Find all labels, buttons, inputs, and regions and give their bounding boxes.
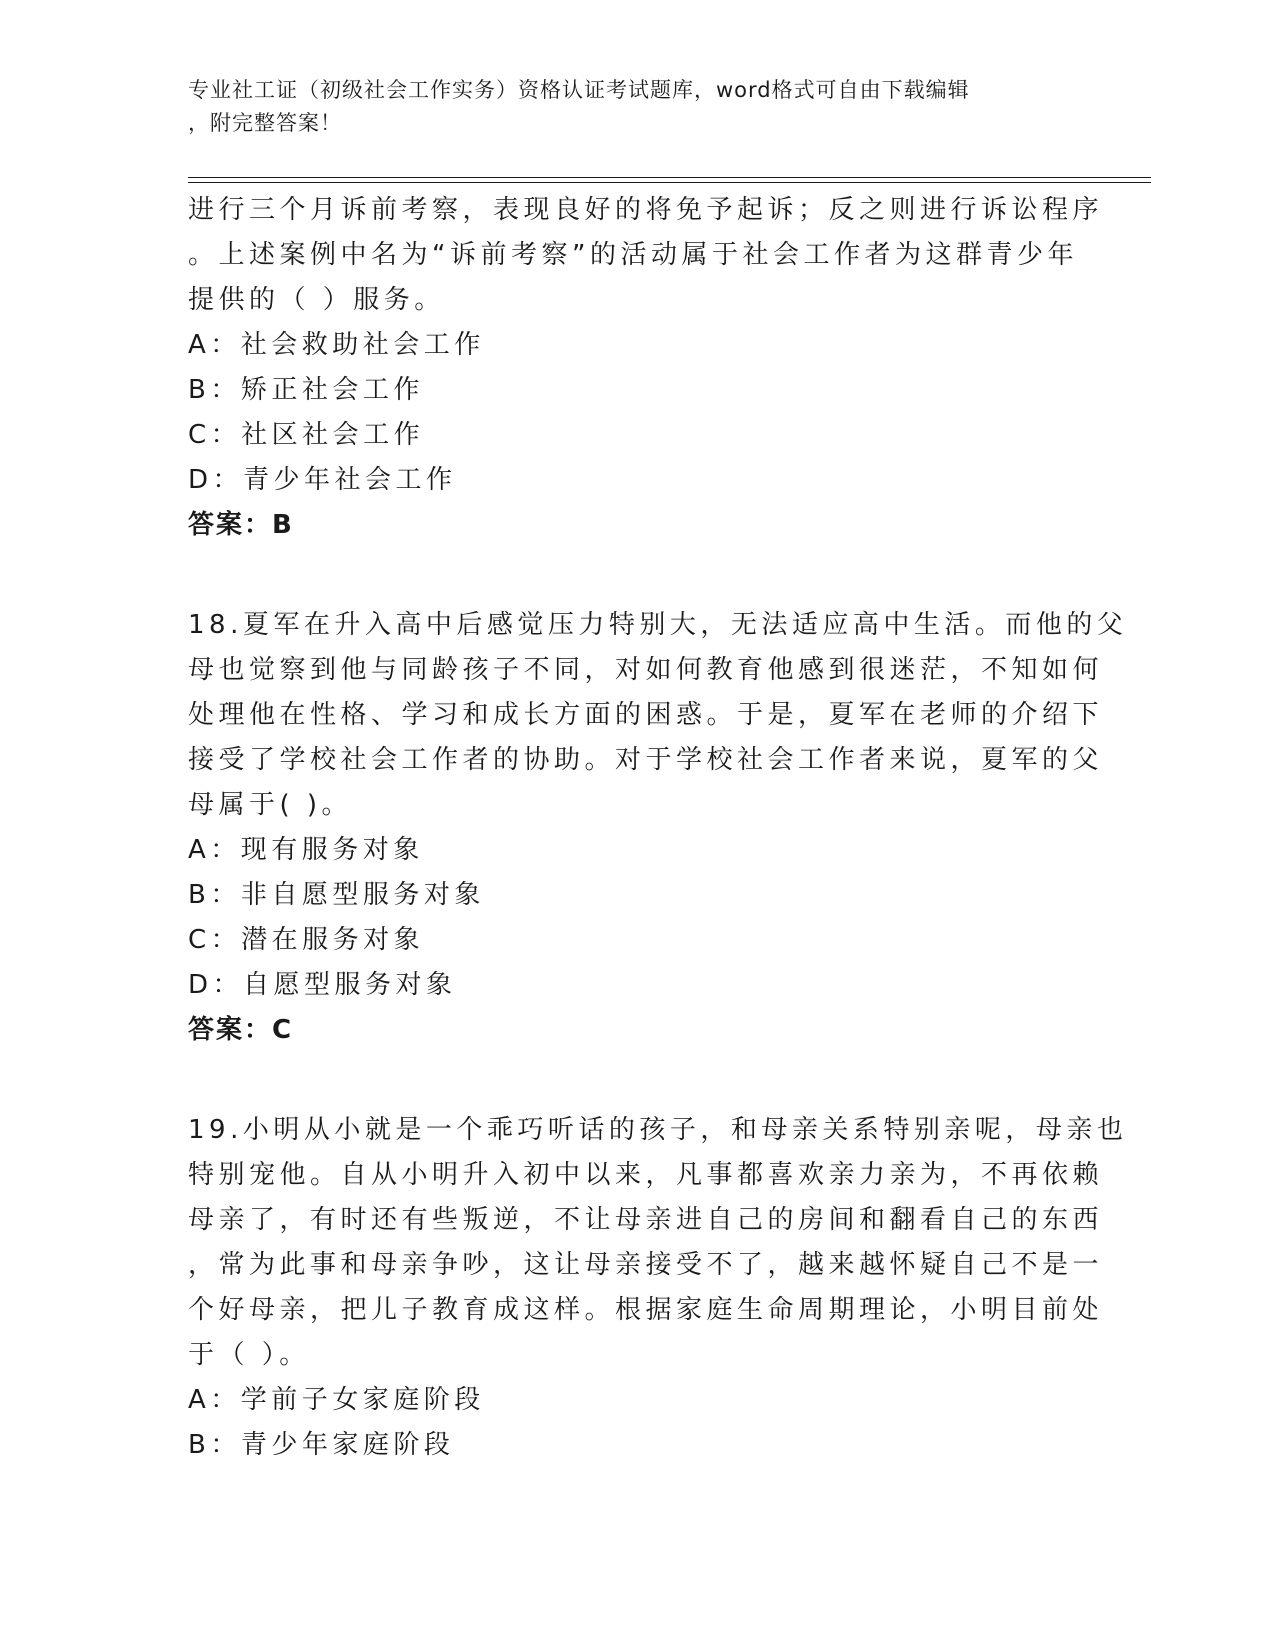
question-content xyxy=(188,188,1128,1468)
question-stem-line: 接受了学校社会工作者的协助。对于学校社会工作者来说，夏军的父 xyxy=(188,745,1104,775)
question-19 xyxy=(188,1108,1128,1468)
option-a: A：学前子女家庭阶段 xyxy=(188,1385,485,1415)
option-a: A：现有服务对象 xyxy=(188,835,424,865)
question-stem-line: 19.小明从小就是一个乖巧听话的孩子，和母亲关系特别亲呢，母亲也 xyxy=(188,1115,1128,1145)
question-stem-line: 18.夏军在升入高中后感觉压力特别大，无法适应高中生活。而他的父 xyxy=(188,610,1128,640)
question-stem-line: 母属于( )。 xyxy=(188,790,353,820)
option-b: B：非自愿型服务对象 xyxy=(188,880,485,910)
question-stem-line: 。上述案例中名为“诉前考察”的活动属于社会工作者为这群青少年 xyxy=(188,240,1078,270)
option-c: C：社区社会工作 xyxy=(188,420,425,450)
question-stem-line: 母也觉察到他与同龄孩子不同，对如何教育他感到很迷茫，不知如何 xyxy=(188,655,1104,685)
header-line-2: ，附完整答案！ xyxy=(188,111,342,135)
answer: 答案：B xyxy=(188,510,294,540)
question-spacer xyxy=(188,548,1088,603)
question-18 xyxy=(188,603,1128,1053)
header-line-1: 专业社工证（初级社会工作实务）资格认证考试题库，word格式可自由下载编辑 xyxy=(188,78,970,102)
question-stem-line: 提供的（ ）服务。 xyxy=(188,285,445,315)
option-d: D：青少年社会工作 xyxy=(188,465,457,495)
document-header xyxy=(188,74,1088,140)
question-stem-line: 个好母亲，把儿子教育成这样。根据家庭生命周期理论，小明目前处 xyxy=(188,1295,1104,1325)
question-stem-line: 于（ ）。 xyxy=(188,1340,310,1370)
question-stem-line: ，常为此事和母亲争吵，这让母亲接受不了，越来越怀疑自己不是一 xyxy=(188,1250,1104,1280)
question-stem-line: 进行三个月诉前考察，表现良好的将免予起诉；反之则进行诉讼程序 xyxy=(188,195,1104,225)
header-rule-top xyxy=(188,177,1151,178)
question-stem-line: 母亲了，有时还有些叛逆，不让母亲进自己的房间和翻看自己的东西 xyxy=(188,1205,1104,1235)
question-spacer xyxy=(188,1053,1088,1108)
option-c: C：潜在服务对象 xyxy=(188,925,425,955)
option-a: A：社会救助社会工作 xyxy=(188,330,485,360)
header-rule-bottom xyxy=(188,182,1151,183)
option-d: D：自愿型服务对象 xyxy=(188,970,457,1000)
option-b: B：矫正社会工作 xyxy=(188,375,424,405)
option-b: B：青少年家庭阶段 xyxy=(188,1430,455,1460)
question-stem-line: 特别宠他。自从小明升入初中以来，凡事都喜欢亲力亲为，不再依赖 xyxy=(188,1160,1104,1190)
question-17 xyxy=(188,188,1104,548)
answer: 答案：C xyxy=(188,1015,294,1045)
question-stem-line: 处理他在性格、学习和成长方面的困惑。于是，夏军在老师的介绍下 xyxy=(188,700,1104,730)
